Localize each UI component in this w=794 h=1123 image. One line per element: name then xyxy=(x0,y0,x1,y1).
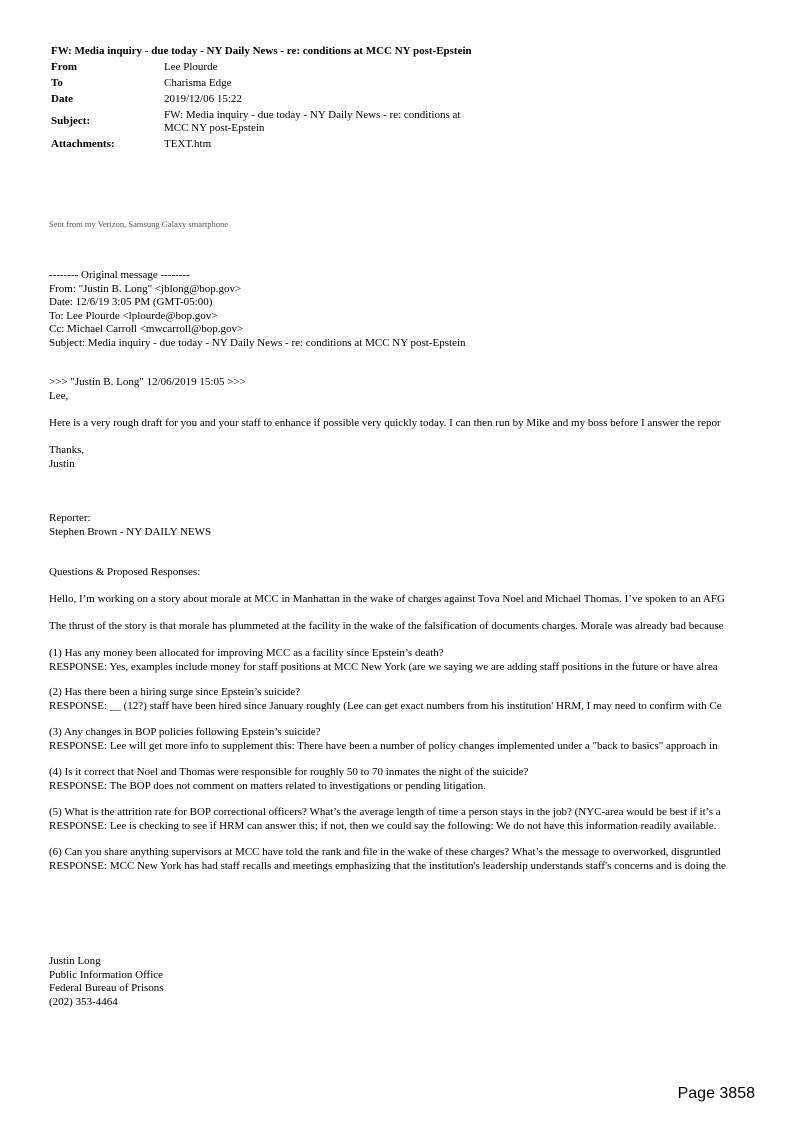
original-from: From: "Justin B. Long" <jblong@bop.gov> xyxy=(49,282,242,295)
thanks-name: Justin xyxy=(49,457,75,470)
response-1: RESPONSE: Yes, examples include money for staff positions at MCC New York (are we saying we are adding staff positions in the future or have alrea xyxy=(49,660,718,673)
original-subject: Subject: Media inquiry - due today - NY Daily News - re: conditions at MCC NY post-Epstein xyxy=(49,336,466,349)
response-5: RESPONSE: Lee is checking to see if HRM can answer this; if not, then we could say the following: We do not have this information readily available. xyxy=(49,819,717,832)
header-date-value: 2019/12/06 15:22 xyxy=(164,93,242,105)
quote-header: >>> "Justin B. Long" 12/06/2019 15:05 >>> xyxy=(49,376,246,388)
paragraph-2: The thrust of the story is that morale has plummeted at the facility in the wake of the falsification of documents charges. Morale was already bad because xyxy=(49,620,724,632)
questions-heading: Questions & Proposed Responses: xyxy=(49,566,201,578)
qa-item-3 xyxy=(49,726,754,753)
question-3: (3) Any changes in BOP policies following Epstein’s suicide? xyxy=(49,726,321,738)
intro-text: Here is a very rough draft for you and your staff to enhance if possible very quickly today. I can then run by Mike and my boss before I answer the repor xyxy=(49,417,721,429)
sent-from-signature: Sent from my Verizon, Samsung Galaxy smartphone xyxy=(49,219,229,229)
question-2: (2) Has there been a hiring surge since Epstein’s suicide? xyxy=(49,686,301,698)
question-5: (5) What is the attrition rate for BOP correctional officers? What’s the average length of time a person stays in the job? (NYC-area would be best if it’s a xyxy=(49,806,721,818)
response-2: RESPONSE: __ (12?) staff have been hired since January roughly (Lee can get exact numbers from his institution' HRM, I may need to confirm with Ce xyxy=(49,699,722,712)
reporter-block xyxy=(49,512,754,539)
quote-block xyxy=(49,376,754,403)
greeting: Lee, xyxy=(49,389,69,402)
header-subject-label: Subject: xyxy=(51,115,91,127)
header-attachments-label: Attachments: xyxy=(51,138,115,150)
thanks-text: Thanks, xyxy=(49,444,85,456)
question-6: (6) Can you share anything supervisors at MCC have told the rank and file in the wake of these charges? What’s the message to overworked, disgruntled xyxy=(49,846,721,858)
original-message-header xyxy=(49,269,754,351)
thanks-block xyxy=(49,444,754,471)
response-3: RESPONSE: Lee will get more info to supplement this: There have been a number of policy changes implemented under a "back to basics" approach in xyxy=(49,739,718,752)
qa-item-6 xyxy=(49,846,754,873)
page-number: Page 3858 xyxy=(677,1085,755,1102)
header-subject-value xyxy=(164,109,460,135)
qa-item-2 xyxy=(49,686,754,713)
email-title: FW: Media inquiry - due today - NY Daily News - re: conditions at MCC NY post-Epstein xyxy=(51,45,472,57)
question-4: (4) Is it correct that Noel and Thomas were responsible for roughly 50 to 70 inmates the night of the suicide? xyxy=(49,766,529,778)
original-divider: -------- Original message -------- xyxy=(49,269,190,281)
reporter-label: Reporter: xyxy=(49,512,91,524)
email-signature xyxy=(49,955,754,1009)
question-1: (1) Has any money been allocated for improving MCC as a facility since Epstein’s death? xyxy=(49,647,444,659)
header-date-label: Date xyxy=(51,93,73,105)
qa-item-5 xyxy=(49,806,754,833)
header-subject-line2: MCC NY post-Epstein xyxy=(164,122,265,134)
response-6: RESPONSE: MCC New York has had staff recalls and meetings emphasizing that the institution's leadership understands staff's concerns and is doing the xyxy=(49,859,726,872)
qa-item-4 xyxy=(49,766,754,793)
signature-agency: Federal Bureau of Prisons xyxy=(49,982,164,995)
signature-name: Justin Long xyxy=(49,955,101,967)
header-subject-line1: FW: Media inquiry - due today - NY Daily News - re: conditions at xyxy=(164,109,461,121)
original-cc: Cc: Michael Carroll <mwcarroll@bop.gov> xyxy=(49,323,244,336)
header-to-value: Charisma Edge xyxy=(164,77,232,89)
signature-phone: (202) 353-4464 xyxy=(49,995,118,1008)
intro-paragraph xyxy=(49,417,754,431)
paragraph-1: Hello, I’m working on a story about morale at MCC in Manhattan in the wake of charges against Tova Noel and Michael Thomas. I’ve spoken to an AFG xyxy=(49,593,725,605)
reporter-name: Stephen Brown - NY DAILY NEWS xyxy=(49,525,212,538)
header-from-value: Lee Plourde xyxy=(164,61,218,73)
attachment-link[interactable]: TEXT.htm xyxy=(164,138,212,150)
original-date: Date: 12/6/19 3:05 PM (GMT-05:00) xyxy=(49,296,213,309)
response-4: RESPONSE: The BOP does not comment on matters related to investigations or pending litigation. xyxy=(49,779,486,792)
qa-item-1 xyxy=(49,647,754,674)
signature-office: Public Information Office xyxy=(49,968,164,981)
header-from-label: From xyxy=(51,61,78,73)
header-to-label: To xyxy=(51,77,63,89)
original-to: To: Lee Plourde <lplourde@bop.gov> xyxy=(49,309,218,322)
